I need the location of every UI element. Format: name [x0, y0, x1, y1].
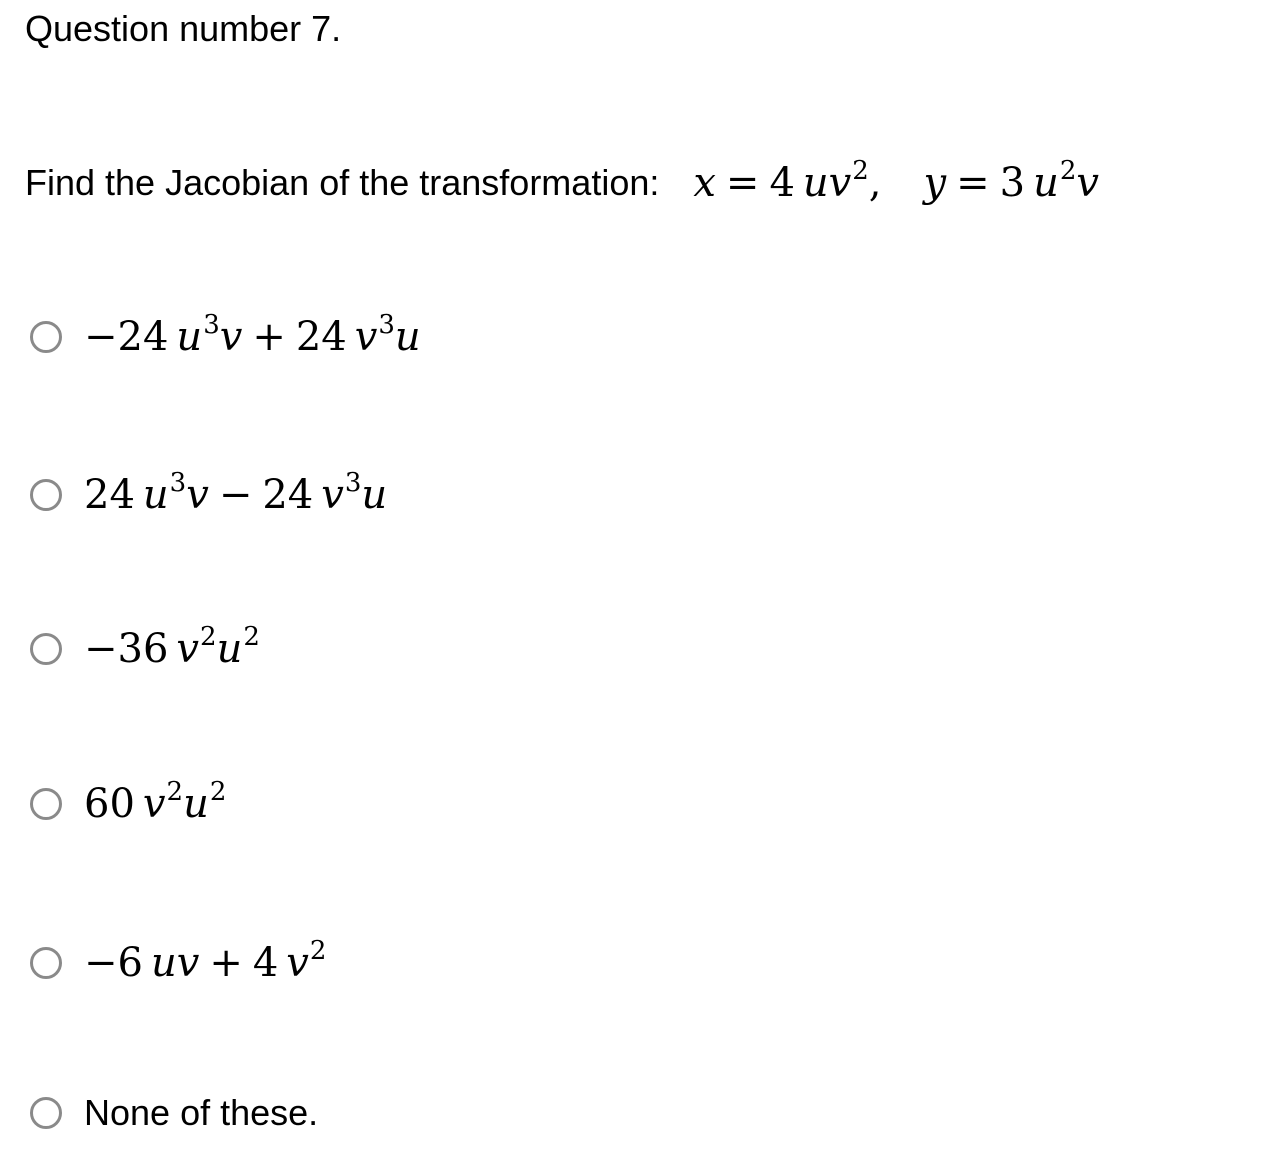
y-coefficient: 3	[999, 160, 1026, 206]
answer-option-c-label: −36 $v^2u^2$	[84, 622, 260, 672]
answer-option-d-label: 60 $v^2u^2$	[84, 777, 227, 827]
radio-unselected-icon[interactable]	[30, 633, 62, 665]
radio-unselected-icon[interactable]	[30, 321, 62, 353]
answer-option-e-label: −6 uv + 4 $v^2$	[84, 936, 327, 986]
answer-option-a-label: −24 $u^3v + 24$ $v^3u$	[84, 310, 421, 360]
answer-option-d[interactable]	[30, 774, 226, 834]
answer-option-b-label: 24 $u^3v - 24$ $v^3u$	[84, 468, 388, 518]
y-equals: =	[956, 160, 990, 206]
x-equals: =	[725, 160, 760, 206]
y-exponent: 2	[1059, 156, 1077, 186]
x-variable: x	[693, 160, 716, 206]
transformation-x	[693, 156, 882, 206]
radio-unselected-icon[interactable]	[30, 947, 62, 979]
question-number: Question number 7.	[25, 8, 342, 49]
x-comma: ,	[868, 160, 882, 206]
question-prompt	[25, 158, 1099, 208]
x-vars: uv	[802, 160, 852, 206]
answer-option-f[interactable]	[30, 1083, 318, 1143]
y-var-u: u	[1033, 160, 1059, 206]
x-exponent: 2	[852, 156, 869, 186]
y-var-v: v	[1076, 160, 1100, 206]
radio-unselected-icon[interactable]	[30, 788, 62, 820]
radio-unselected-icon[interactable]	[30, 479, 62, 511]
radio-unselected-icon[interactable]	[30, 1097, 62, 1129]
answer-option-f-label: None of these.	[84, 1092, 319, 1133]
transformation-y	[923, 156, 1100, 206]
answer-option-a[interactable]	[30, 307, 421, 367]
x-coefficient: 4	[769, 160, 795, 206]
y-variable: y	[923, 160, 947, 206]
answer-option-b[interactable]	[30, 465, 387, 525]
answer-option-c[interactable]	[30, 619, 260, 679]
prompt-text: Find the Jacobian of the transformation:	[25, 162, 660, 203]
answer-option-e[interactable]	[30, 933, 326, 993]
